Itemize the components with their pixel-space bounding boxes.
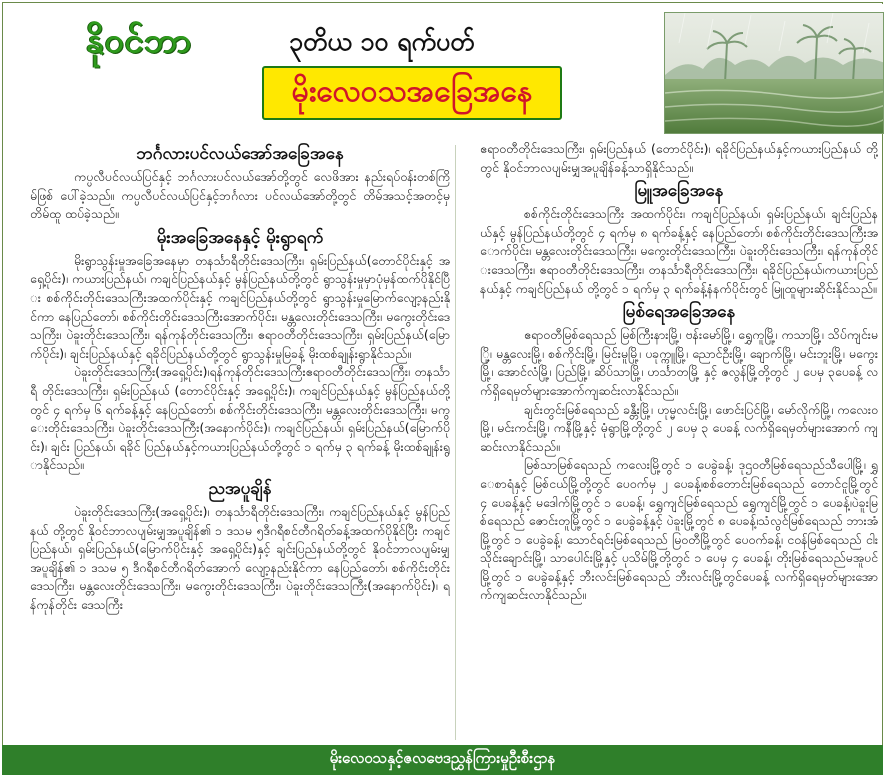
page-title: မိုးလေဝသအခြေအနေ — [291, 73, 533, 109]
left-section-heading: မိုးအခြေအနေနှင့် မိုးရွာရက် — [156, 227, 324, 248]
rice-field-image — [665, 13, 884, 134]
left-section-heading: ဘင်္ဂလားပင်လယ်အော်အခြေအနေ — [136, 144, 344, 164]
right-section-heading: မြူအခြေအနေ — [634, 181, 724, 202]
left-paragraph: ပဲခူးတိုင်းဒေသကြီး(အရှေ့ပိုင်း)၊ တနင်္သာရီတိုင်းဒေသကြီး၊ ကချင်ပြည်နယ်နှင့် မွန်ပြည်နယ် တို့တွင် နိုဝင်ဘာလပျမ်းမျှအပူချိန်၏ ၁ ဒသမ ၅ဒီဂရီစင်တီဂရိတ်ခန့်အထက်ပိုနိုင်ပြီး ကချင်ပြည်နယ်၊ ရှမ်းပြည်နယ်(မြောက်ပိုင်းနှင့် အရှေ့ပိုင်း)နှင့် ချင်းပြည်နယ်တို့တွင် နိုဝင်ဘာလပျမ်းမျှအပူချိန်၏ ၁ ဒသမ ၅ ဒီဂရီစင်တီဂရိတ်အောက် လျော့နည်းနိုင်ကာ နေပြည်တော်၊ စစ်ကိုင်းတိုင်းဒေသကြီး၊ မန္တလေးတိုင်းဒေသကြီး၊ မကွေးတိုင်းဒေသကြီး၊ ပဲခူးတိုင်းဒေသကြီး(အနောက်ပိုင်း)၊ ရန်ကုန်တိုင်း ဒေသကြီး — [30, 503, 450, 612]
title-banner — [262, 66, 562, 120]
rice-field-photo — [664, 12, 884, 134]
right-paragraph: ဧရာဝတီမြစ်ရေသည် မြစ်ကြီးနားမြို့၊ ဗန်းမော်မြို့၊ ရွှေကူမြို့၊ ကသာမြို့၊ သိပ်ကျင်းမြို့၊ မန္တလေးမြို့၊ စစ်ကိုင်းမြို့၊ မြင်းမူမြို့၊ ပခုက္ကူမြို့၊ ညောင်ဦးမြို့၊ ချောက်မြို့၊ မင်းဘူးမြို့၊ မကွေးမြို့၊ အောင်လံမြို့၊ ပြည်မြို့၊ ဆိပ်သာမြို့၊ ဟင်္သာတမြို့ နှင့် ဇလွန်မြို့တို့တွင် ၂ ပေမှ ၃ပေခန့် လက်ရှိရေမှတ်များအောက်ကျဆင်းလာနိုင်သည်။ — [480, 327, 878, 398]
footer-department: မိုးလေဝသနှင့်ဇလဗေဒညွှန်ကြားမှုဦးစီးဌာန — [329, 749, 556, 767]
period-date: ၃တိယ ၁၀ ရက်ပတ် — [289, 27, 475, 56]
right-section-heading: မြစ်ရေအခြေအနေ — [622, 302, 736, 323]
right-paragraph: မြစ်သာမြစ်ရေသည် ကလေးမြို့တွင် ၁ ပေခွဲခန့်၊ ဒုဌဝတီမြစ်ရေသည်သီပေါမြို့၊ ရွှေစာရံနှင့် မြစ်ငယ်မြို့တို့တွင် ပေဝက်မှ ၂ ပေခန့်၊စစ်တောင်းမြစ်ရေသည် တောင်ငူမြို့တွင် ၄ ပေခန့်နှင့် မဒေါက်မြို့တွင် ၁ ပေခန့်၊ ရွှေကျင်မြစ်ရေသည် ရွှေကျင်မြို့တွင် ၁ ပေခန့်၊ပဲခူးမြစ်ရေသည် ဇောင်းတူမြို့တွင် ၁ ပေခွဲခန့်နှင့် ပဲခူးမြို့တွင် ၈ ပေခန့်၊သံလွင်မြစ်ရေသည် ဘားအံမြို့တွင် ၁ ပေခွဲခန့်၊ သောင်ရင်းမြစ်ရေသည် မြဝတီမြို့တွင် ပေဝက်ခန့်၊ ငဝန်မြစ်ရေသည် ငါးသိုင်းချောင်းမြို့၊ သာပေါင်းမြို့နှင့် ပုသိမ်မြို့တို့တွင် ၁ ပေမှ ၄ ပေခန့်၊ တိုးမြစ်ရေသည်မအူပင်မြို့တွင် ၁ ပေခွဲခန့်နှင့် ဘီးလင်းမြစ်ရေသည် ဘီးလင်းမြို့တွင်ပေခန့် လက်ရှိရေမှတ်များအောက်ကျဆင်းလာနိုင်သည်။ — [480, 457, 878, 603]
right-paragraph: စစ်ကိုင်းတိုင်းဒေသကြီး အထက်ပိုင်း၊ ကချင်ပြည်နယ်၊ ရှမ်းပြည်နယ်၊ ချင်းပြည်နယ်နှင့် မွန်ပြည်နယ်တို့တွင် ၄ ရက်မှ ၈ ရက်ခန့်နှင့် နေပြည်တော်၊ စစ်ကိုင်းတိုင်းဒေသကြီးအောက်ပိုင်း၊ မန္တလေးတိုင်းဒေသကြီး၊ မကွေးတိုင်းဒေသကြီး၊ ပဲခူးတိုင်းဒေသကြီး၊ ရန်ကုန်တိုင်းဒေသကြီး၊ ဧရာဝတီတိုင်းဒေသကြီး၊ တနင်္သာရီတိုင်းဒေသကြီး၊ ရခိုင်ပြည်နယ်၊ကယားပြည်နယ်နှင့် ကချင်ပြည်နယ် တို့တွင် ၁ ရက်မှ ၃ ရက်ခန့်နံနက်ပိုင်းတွင် မြူထူများဆိုင်းနိုင်သည်။ — [480, 206, 878, 296]
right-paragraph: ချင်းတွင်းမြစ်ရေသည် ခန္တီးမြို့၊ ဟုမ္မလင်းမြို့၊ ဖောင်းပြင်မြို့၊ မော်လိုက်မြို့၊ ကလေးဝမြို့၊ မင်းကင်းမြို့၊ ကနီမြို့နှင့် မုံရွာမြို့တို့တွင် ၂ ပေမှ ၃ ပေခန့် လက်ရှိရေမှတ်များအောက် ကျဆင်းလာနိုင်သည်။ — [480, 401, 878, 454]
right-paragraph: ဧရာဝတီတိုင်းဒေသကြီး၊ ရှမ်းပြည်နယ် (တောင်ပိုင်း)၊ ရခိုင်ပြည်နယ်နှင့်ကယားပြည်နယ် တို့တွင် နိုဝင်ဘာလပျမ်းမျှအပူချိန်ခန့်သာရှိနိုင်သည်။ — [480, 141, 878, 175]
column-divider — [455, 145, 456, 740]
left-paragraph: ပဲခူးတိုင်းဒေသကြီး(အရှေ့ပိုင်း)၊ရန်ကုန်တိုင်းဒေသကြီးဧရာဝတီတိုင်းဒေသကြီး၊ တနင်္သာရီ တိုင်းဒေသကြီး၊ ရှမ်းပြည်နယ် (တောင်ပိုင်းနှင့် အရှေ့ပိုင်း)၊ ကချင်ပြည်နယ်နှင့် မွန်ပြည်နယ်တို့တွင် ၄ ရက်မှ ၆ ရက်ခန့်နှင့် နေပြည်တော်၊ စစ်ကိုင်းတိုင်းဒေသကြီး၊ မန္တလေးတိုင်းဒေသကြီး၊ မကွေးတိုင်းဒေသကြီး၊ ပဲခူးတိုင်းဒေသကြီး(အနောက်ပိုင်း)၊ ကချင်ပြည်နယ်၊ ရှမ်းပြည်နယ်(မြောက်ပိုင်း)၊ ချင်း ပြည်နယ်၊ ရခိုင် ပြည်နယ်နှင့်ကယားပြည်နယ်တို့တွင် ၁ ရက်မှ ၃ ရက်ခန့် မိုးထစ်ချုန်းရွာနိုင်သည်။ — [30, 364, 450, 473]
left-paragraph: ကပ္ပလီပင်လယ်ပြင်နှင့် ဘင်္ဂလားပင်လယ်အော်တို့တွင် လေဖိအား နည်းရပ်ဝန်းတစ်ကြိမ်ဖြစ် ပေါ်ခဲ့သည်။ ကပ္ပလီပင်လယ်ပြင်နှင့်ဘင်္ဂလား ပင်လယ်အော်တို့တွင် တိမ်အသင့်အတင့်မှ တိမ်ထူ ထပ်ခဲ့သည်။ — [30, 169, 450, 222]
footer — [2, 745, 883, 775]
left-section-heading: ညအပူချိန် — [208, 478, 272, 499]
brand-month: နိုဝင်ဘာ — [86, 21, 193, 61]
header — [4, 4, 883, 134]
right-column — [480, 140, 878, 740]
left-paragraph: မိုးရွာသွန်းမှုအခြေအနေမှာ တနင်္သာရီတိုင်းဒေသကြီး၊ ရှမ်းပြည်နယ်(တောင်ပိုင်းနှင့် အရှေ့ပိုင်း)၊ ကယားပြည်နယ်၊ ကချင်ပြည်နယ်နှင့် မွန်ပြည်နယ်တို့တွင် ရွာသွန်းမှုမှာပုံမှန်ထက်ပိုနိုင်ပြီး စစ်ကိုင်းတိုင်းဒေသကြီးအထက်ပိုင်းနှင့် ကချင်ပြည်နယ်တို့တွင် ရွာသွန်းမှုမြောက်လျော့နည်းနိုင်ကာ နေပြည်တော်၊ စစ်ကိုင်းတိုင်းဒေသကြီးအောက်ပိုင်း၊ မန္တလေးတိုင်းဒေသကြီး၊ မကွေးတိုင်းဒေသကြီး၊ ပဲခူးတိုင်းဒေသကြီး၊ ရန်ကုန်တိုင်းဒေသကြီး၊ ဧရာဝတီတိုင်းဒေသကြီး၊ ရှမ်းပြည်နယ်(မြောက်ပိုင်း)၊ ချင်းပြည်နယ်နှင့် ရခိုင်ပြည်နယ်တို့တွင် ရွာသွန်းမှုမြခန့် မိုးထစ်ချုန်းရွာနိုင်သည်။ — [30, 252, 450, 361]
left-column — [30, 140, 450, 740]
